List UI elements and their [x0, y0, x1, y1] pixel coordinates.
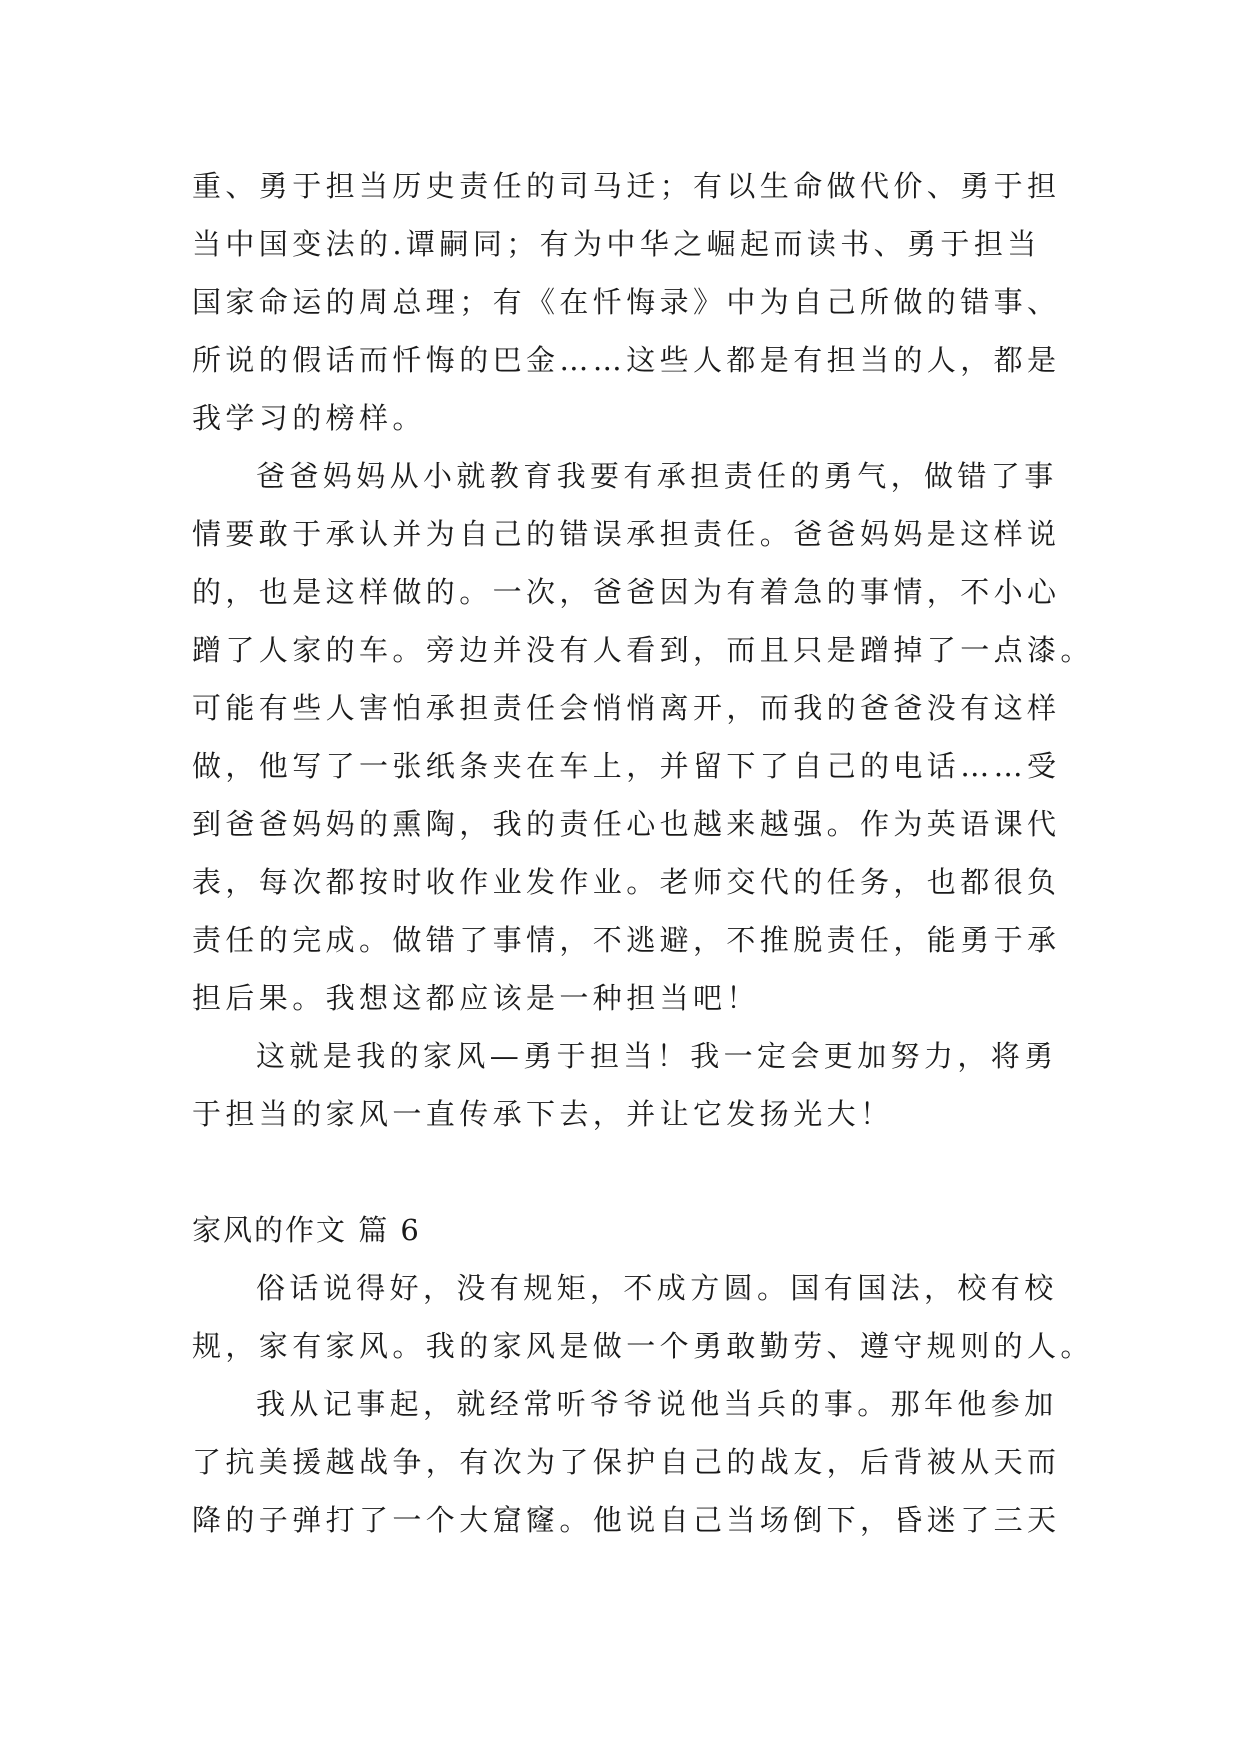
text-line: 我从记事起，就经常听爷爷说他当兵的事。那年他参加 — [256, 1387, 1058, 1421]
text-line: 俗话说得好，没有规矩，不成方圆。国有国法，校有校 — [256, 1271, 1058, 1305]
text-line: 爸爸妈妈从小就教育我要有承担责任的勇气，做错了事 — [256, 459, 1058, 493]
text-line: 情要敢于承认并为自己的错误承担责任。爸爸妈妈是这样说 — [192, 517, 1061, 551]
text-line: 到爸爸妈妈的熏陶，我的责任心也越来越强。作为英语课代 — [192, 807, 1061, 841]
text-line: 这就是我的家风—勇于担当！我一定会更加努力，将勇 — [256, 1039, 1058, 1073]
text-line: 规，家有家风。我的家风是做一个勇敢勤劳、遵守规则的人。 — [192, 1329, 1094, 1363]
text-line: 做，他写了一张纸条夹在车上，并留下了自己的电话……受 — [192, 749, 1061, 783]
text-line: 重、勇于担当历史责任的司马迁；有以生命做代价、勇于担 — [192, 169, 1061, 203]
text-line: 责任的完成。做错了事情，不逃避，不推脱责任，能勇于承 — [192, 923, 1061, 957]
text-line: 可能有些人害怕承担责任会悄悄离开，而我的爸爸没有这样 — [192, 691, 1061, 725]
text-line: 当中国变法的.谭嗣同；有为中华之崛起而读书、勇于担当 — [192, 227, 1041, 261]
text-line: 国家命运的周总理；有《在忏悔录》中为自己所做的错事、 — [192, 285, 1061, 319]
text-line: 降的子弹打了一个大窟窿。他说自己当场倒下，昏迷了三天 — [192, 1503, 1061, 1537]
text-line: 我学习的榜样。 — [192, 401, 426, 435]
text-line: 的，也是这样做的。一次，爸爸因为有着急的事情，不小心 — [192, 575, 1061, 609]
text-line: 了抗美援越战争，有次为了保护自己的战友，后背被从天而 — [192, 1445, 1061, 1479]
text-line: 表，每次都按时收作业发作业。老师交代的任务，也都很负 — [192, 865, 1061, 899]
text-line: 担后果。我想这都应该是一种担当吧！ — [192, 981, 760, 1015]
text-line: 于担当的家风一直传承下去，并让它发扬光大！ — [192, 1097, 894, 1131]
text-line: 所说的假话而忏悔的巴金……这些人都是有担当的人，都是 — [192, 343, 1061, 377]
section-heading: 家风的作文 篇 6 — [192, 1213, 421, 1247]
text-line: 蹭了人家的车。旁边并没有人看到，而且只是蹭掉了一点漆。 — [192, 633, 1094, 667]
